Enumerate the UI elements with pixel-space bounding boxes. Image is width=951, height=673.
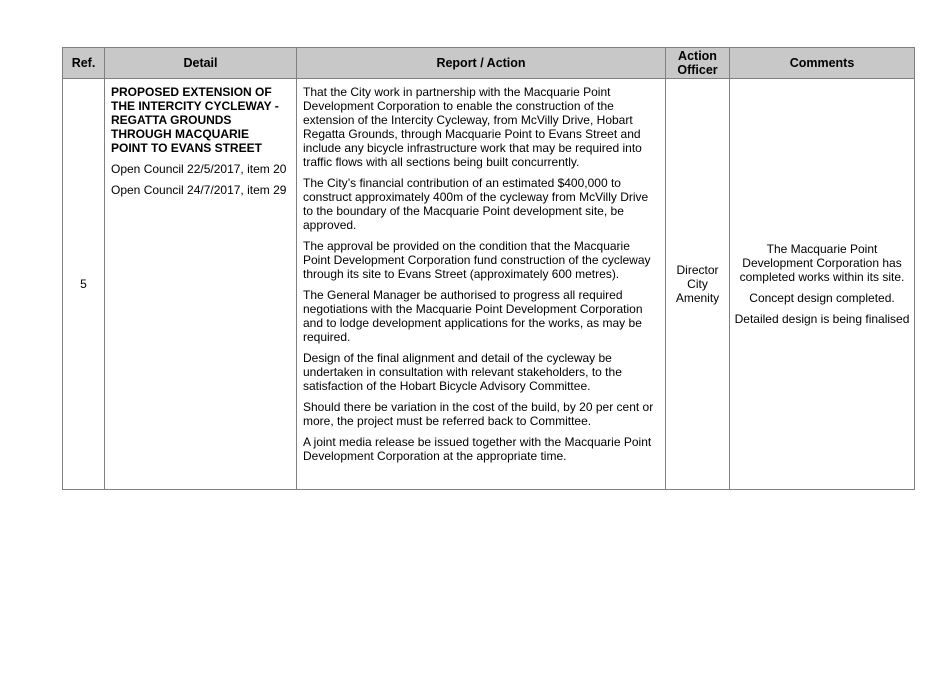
report-paragraph: The approval be provided on the condition that the Macquarie Point Development Corporation fund construction of the cycleway through its site to Evans Street (approximately 600 metres). bbox=[303, 239, 651, 281]
report-action-cell bbox=[297, 79, 666, 490]
action-officer-cell: Director City Amenity bbox=[666, 79, 730, 490]
comment-paragraph: Concept design completed. bbox=[749, 291, 895, 305]
action-items-table bbox=[62, 47, 915, 490]
detail-cell bbox=[105, 79, 297, 490]
header-detail: Detail bbox=[105, 48, 297, 79]
header-comments: Comments bbox=[730, 48, 915, 79]
report-paragraph: Should there be variation in the cost of the build, by 20 per cent or more, the project must be referred back to Committee. bbox=[303, 400, 654, 428]
report-paragraph: The City’s financial contribution of an estimated $400,000 to construct approximately 400m of the cycleway from McVilly Drive to the boundary of the Macquarie Point development site, be approved. bbox=[303, 176, 649, 232]
header-action-officer: Action Officer bbox=[666, 48, 730, 79]
detail-meeting: Open Council 24/7/2017, item 29 bbox=[111, 183, 287, 197]
ref-cell: 5 bbox=[63, 79, 105, 490]
comment-paragraph: The Macquarie Point Development Corporation has completed works within its site. bbox=[739, 242, 905, 284]
table-header-row bbox=[63, 48, 915, 79]
comments-cell bbox=[730, 79, 915, 490]
report-paragraph: A joint media release be issued together with the Macquarie Point Development Corporation at the appropriate time. bbox=[303, 435, 652, 463]
table-row bbox=[63, 79, 915, 490]
report-paragraph: Design of the final alignment and detail of the cycleway be undertaken in consultation with relevant stakeholders, to the satisfaction of the Hobart Bicycle Advisory Committee. bbox=[303, 351, 622, 393]
comment-paragraph: Detailed design is being finalised bbox=[734, 312, 910, 326]
report-paragraph: The General Manager be authorised to progress all required negotiations with the Macquarie Point Development Corporation and to lodge development applications for the works, as may be required. bbox=[303, 288, 643, 344]
detail-meeting: Open Council 22/5/2017, item 20 bbox=[111, 162, 287, 176]
header-report-action: Report / Action bbox=[297, 48, 666, 79]
report-paragraph: That the City work in partnership with the Macquarie Point Development Corporation to enable the construction of the extension of the Intercity Cycleway, from McVilly Drive, Hobart Regatta Grounds, through Macquarie Point to Evans Street and include any bicycle infrastructure work that may be required into traffic flows with all sections being built concurrently. bbox=[303, 85, 642, 169]
header-ref: Ref. bbox=[63, 48, 105, 79]
detail-title: PROPOSED EXTENSION OF THE INTERCITY CYCLEWAY - REGATTA GROUNDS THROUGH MACQUARIE POINT TO EVANS STREET bbox=[111, 85, 279, 155]
